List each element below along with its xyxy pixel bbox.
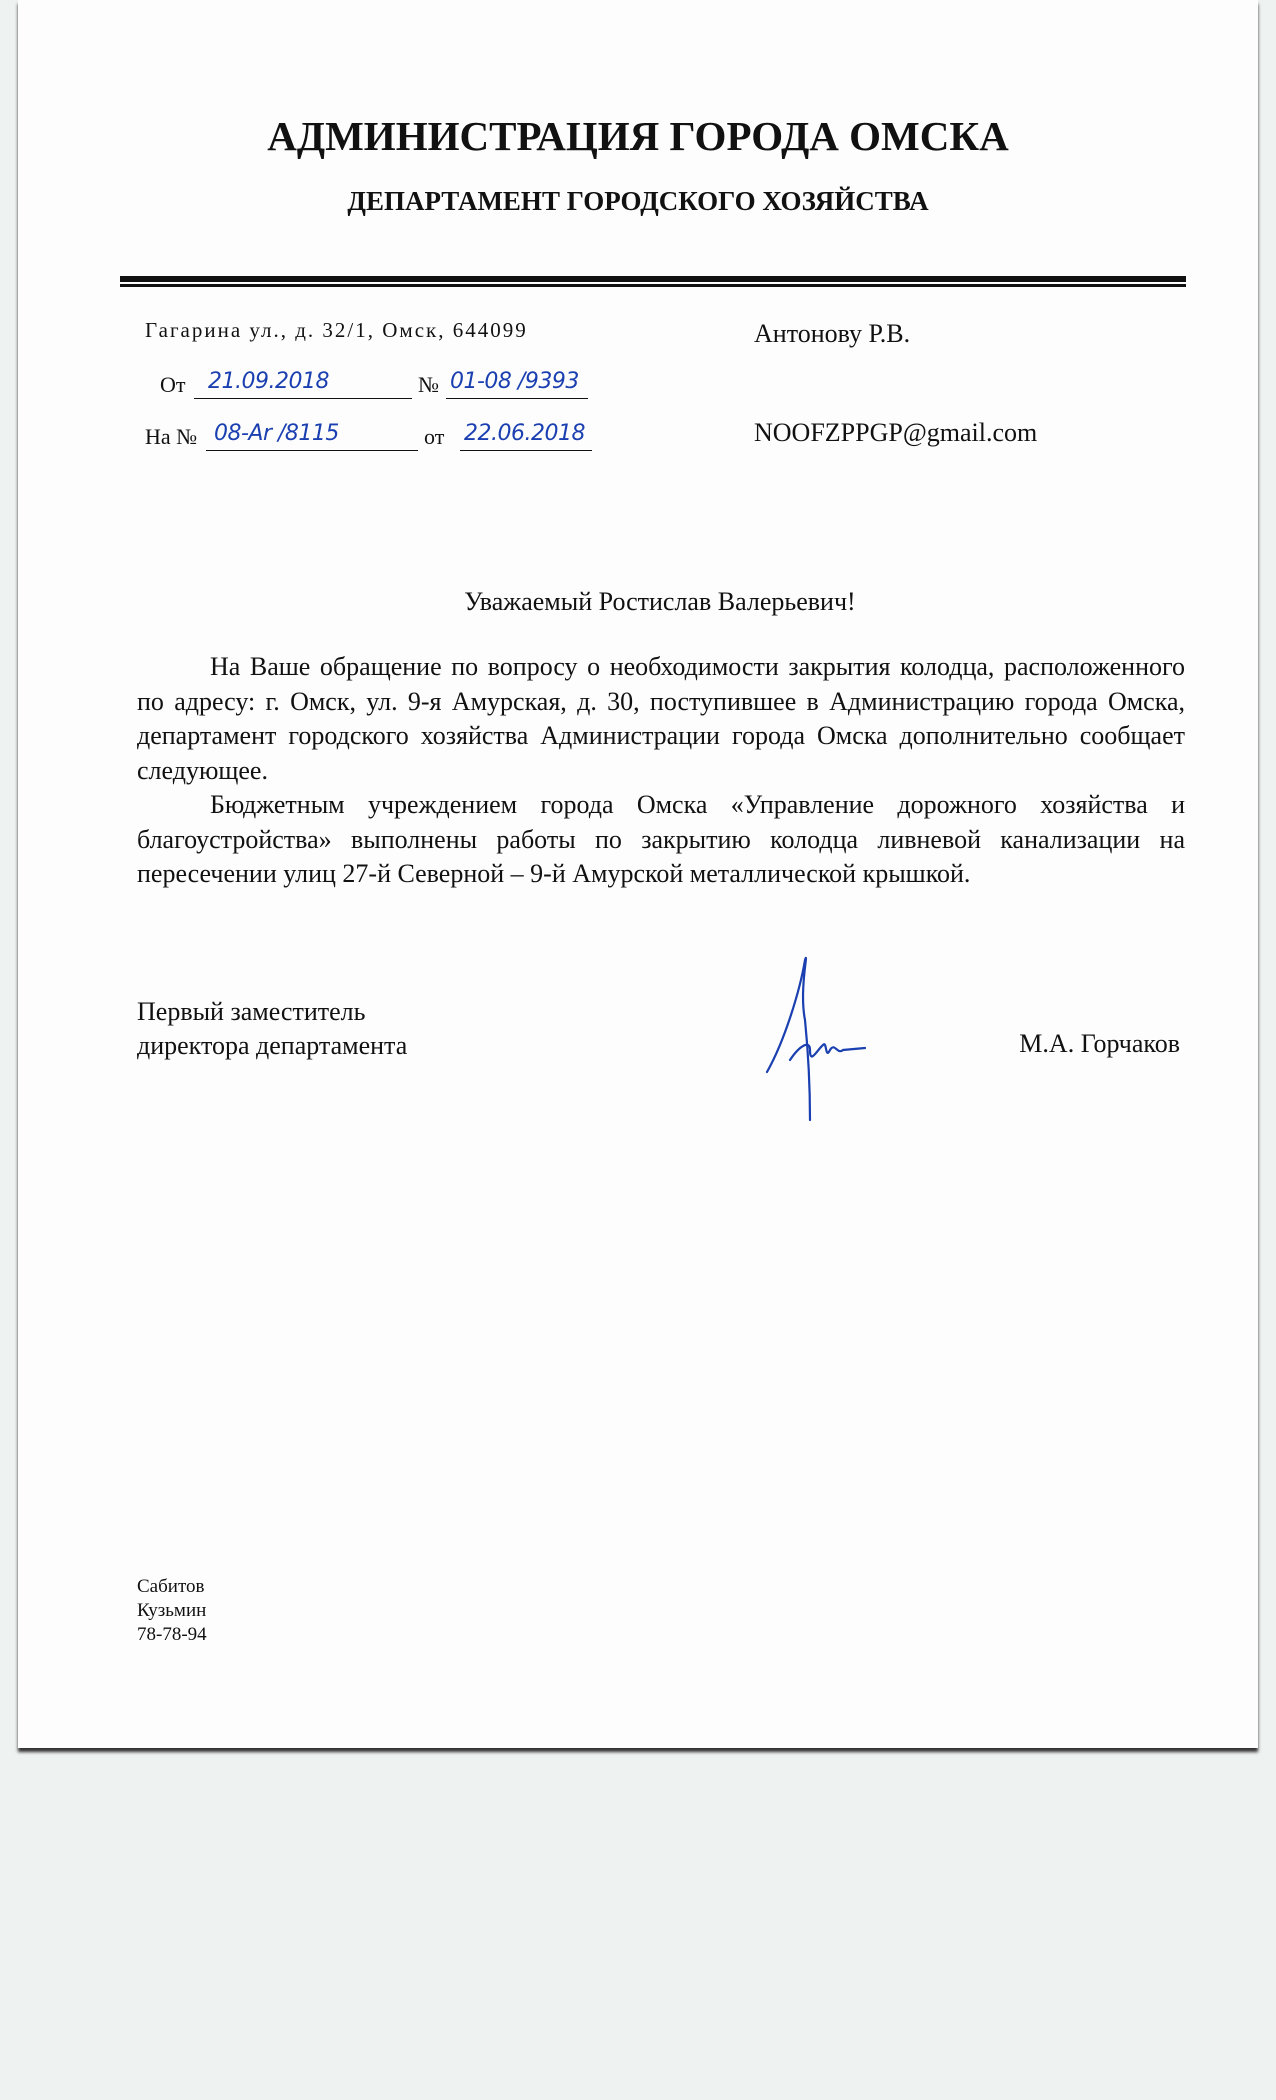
outgoing-number-field [446, 368, 588, 399]
reference-number: 08-Ar /8115 [214, 421, 339, 446]
letter-body [137, 650, 1185, 892]
paragraph: Бюджетным учреждением города Омска «Управление дорожного хозяйства и благоустройства» выполнены работы по закрытию колодца ливневой канализации на пересечении улиц 27-й Северной – 9-й Амурской металлической крышкой. [137, 790, 1185, 888]
reference-date: 22.06.2018 [464, 421, 585, 446]
executor-phone: 78-78-94 [137, 1624, 207, 1645]
signatory-name: М.А. Горчаков [1019, 1029, 1180, 1058]
position-line: директора департамента [137, 1031, 408, 1060]
signatory-position [137, 995, 407, 1063]
department-title: ДЕПАРТАМЕНТ ГОРОДСКОГО ХОЗЯЙСТВА [347, 186, 929, 216]
recipient-name: Антонову Р.В. [754, 319, 911, 348]
organization-title: АДМИНИСТРАЦИЯ ГОРОДА ОМСКА [267, 113, 1009, 159]
outgoing-date-field [194, 368, 412, 399]
reference-date-field [460, 420, 592, 451]
from-label: От [160, 372, 186, 397]
greeting: Уважаемый Ростислав Валерьевич! [464, 587, 856, 616]
outgoing-number: 01-08 /9393 [450, 369, 579, 394]
number-label: № [418, 372, 439, 397]
paragraph: На Ваше обращение по вопросу о необходимости закрытия колодца, расположенного по адресу: г. Омск, ул. 9-я Амурская, д. 30, поступившее в Администрацию города Омска, департамент городского хозяйства Администрации города Омска дополнительно сообщает следующее. [137, 652, 1185, 785]
executor-name: Сабитов [137, 1576, 205, 1597]
reference-from-label: от [424, 424, 445, 449]
recipient-email: NOOFZPPGP@gmail.com [754, 418, 1038, 447]
reference-number-field [206, 420, 418, 451]
handwritten-signature [755, 950, 875, 1125]
reference-label: На № [145, 424, 198, 449]
executor-info [137, 1575, 207, 1647]
position-line: Первый заместитель [137, 997, 366, 1026]
outgoing-date: 21.09.2018 [208, 369, 329, 394]
sender-address: Гагарина ул., д. 32/1, Омск, 644099 [145, 318, 528, 342]
executor-name: Кузьмин [137, 1600, 207, 1621]
header-divider [120, 276, 1186, 284]
